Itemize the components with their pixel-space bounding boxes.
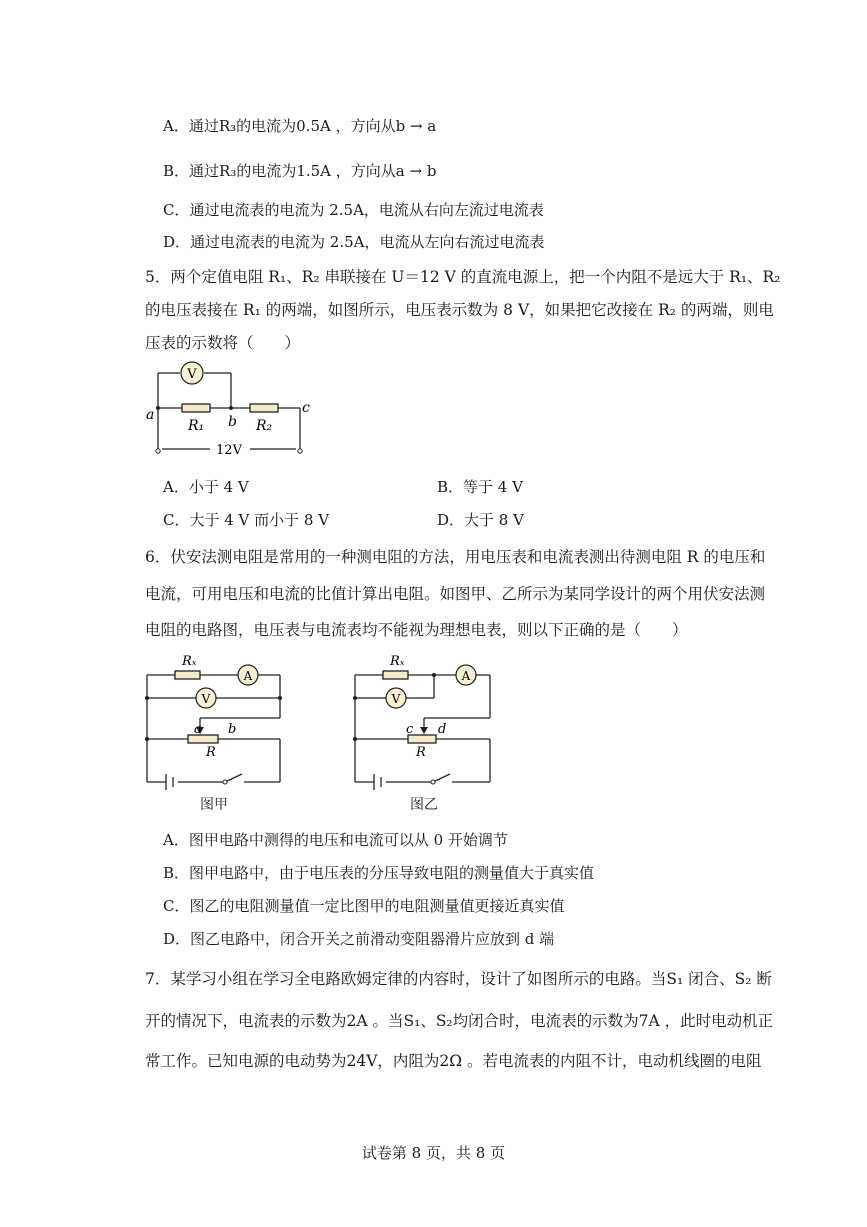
q5-stem-line-2: 的电压表接在 R₁ 的两端，如图所示，电压表示数为 8 V，如果把它改接在 R₂ 的两端，则电 [145, 301, 774, 319]
q5-node-c: c [302, 400, 310, 416]
q5-option-a: A．小于 4 V [163, 478, 249, 496]
yi-voltmeter-label: V [391, 692, 401, 706]
jia-voltmeter-label: V [201, 692, 211, 706]
jia-node-b: b [228, 722, 237, 737]
q7-stem-line-3: 常工作。已知电源的电动势为24V，内阻为2Ω 。若电流表的内阻不计，电动机线圈的电阻 [145, 1052, 762, 1070]
q4-option-d: D．通过电流表的电流为 2.5A，电流从左向右流过电流表 [163, 233, 545, 251]
q4-option-b: B．通过R₃的电流为1.5A ，方向从a → b [163, 162, 437, 180]
q7-stem-line-2: 开的情况下，电流表的示数为2A 。当S₁、S₂均闭合时，电流表的示数为7A ，此时电动机正 [145, 1012, 774, 1030]
jia-node-a: a [194, 722, 202, 737]
q4-option-a: A．通过R₃的电流为0.5A ，方向从b → a [163, 117, 437, 135]
jia-caption: 图甲 [200, 797, 228, 813]
jia-ammeter-label: A [243, 669, 253, 683]
yi-node-c: c [406, 722, 414, 737]
q5-r2-label: R₂ [256, 418, 273, 434]
yi-ammeter-label: A [461, 669, 471, 683]
q5-stem-line-3: 压表的示数将（ ） [145, 334, 301, 352]
q5-option-b: B．等于 4 V [437, 478, 523, 496]
q6-option-c: C．图乙的电阻测量值一定比图甲的电阻测量值更接近真实值 [163, 897, 565, 915]
q6-option-b: B．图甲电路中，由于电压表的分压导致电阻的测量值大于真实值 [163, 864, 595, 882]
page-footer: 试卷第 8 页，共 8 页 [361, 1144, 506, 1162]
yi-rx-label: Rₓ [390, 654, 405, 669]
q5-r1-label: R₁ [188, 418, 205, 434]
q5-stem-line-1: 5．两个定值电阻 R₁、R₂ 串联接在 U＝12 V 的直流电源上，把一个内阻不是远大于 R₁、R₂ [145, 268, 781, 286]
q5-option-d: D．大于 8 V [437, 511, 524, 529]
q5-voltmeter-label: V [187, 367, 197, 382]
q6-figure-jia [140, 648, 290, 813]
yi-r-label: R [416, 745, 426, 760]
yi-node-d: d [438, 722, 447, 737]
q4-option-c: C．通过电流表的电流为 2.5A，电流从右向左流过电流表 [163, 201, 544, 219]
q5-voltage-label: 12V [216, 443, 242, 458]
q5-option-c: C．大于 4 V 而小于 8 V [163, 511, 330, 529]
q5-circuit-diagram [140, 358, 320, 458]
q5-node-a: a [146, 407, 155, 423]
q6-option-d: D．图乙电路中，闭合开关之前滑动变阻器滑片应放到 d 端 [163, 930, 555, 948]
q6-option-a: A．图甲电路中测得的电压和电流可以从 0 开始调节 [163, 831, 508, 849]
q6-figure-yi [348, 648, 498, 813]
q7-stem-line-1: 7．某学习小组在学习全电路欧姆定律的内容时，设计了如图所示的电路。当S₁ 闭合、S₂ 断 [145, 970, 772, 988]
q5-node-b: b [228, 414, 237, 430]
q6-stem-line-2: 电流，可用电压和电流的比值计算出电阻。如图甲、乙所示为某同学设计的两个用伏安法测 [145, 585, 766, 603]
q6-stem-line-3: 电阻的电路图，电压表与电流表均不能视为理想电表，则以下正确的是（ ） [145, 621, 688, 639]
yi-caption: 图乙 [410, 797, 438, 813]
q6-stem-line-1: 6．伏安法测电阻是常用的一种测电阻的方法，用电压表和电流表测出待测电阻 R 的电压和 [145, 548, 766, 566]
jia-rx-label: Rₓ [182, 654, 197, 669]
jia-r-label: R [206, 745, 216, 760]
